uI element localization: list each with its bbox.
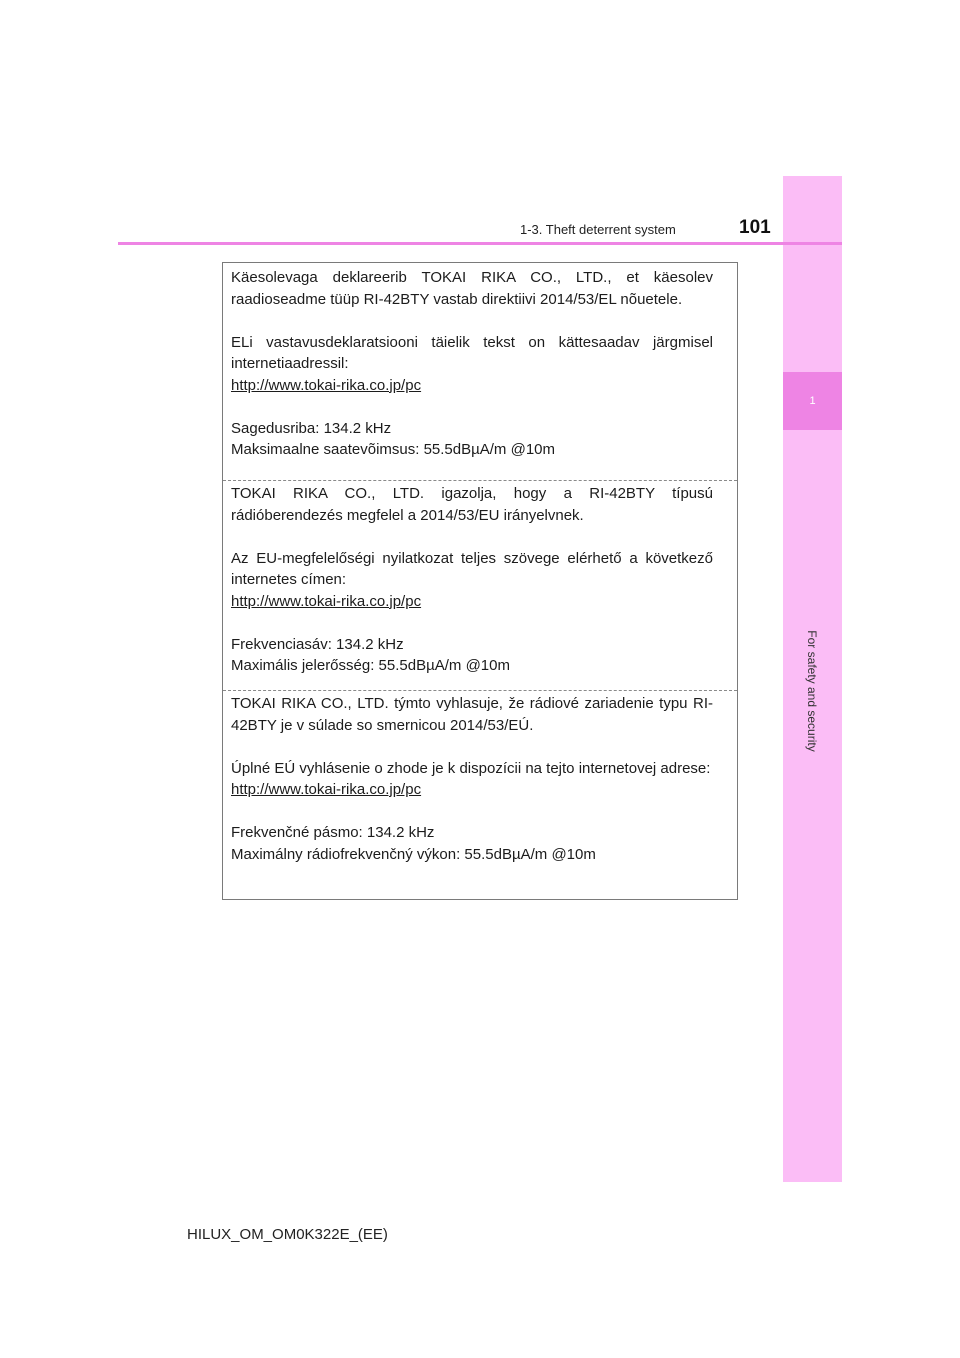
declaration-statement: TOKAI RIKA CO., LTD. igazolja, hogy a RI-42BTY típusú rádióberendezés megfelel a 2014/53/EU irányelvnek. xyxy=(231,485,713,524)
declaration-availability: Úplné EÚ vyhlásenie o zhode je k dispozícii na tejto internetovej adrese: xyxy=(231,759,711,777)
frequency-band: Frekvenčné pásmo: 134.2 kHz xyxy=(231,824,435,841)
chapter-number: 1 xyxy=(809,395,816,407)
chapter-number-block xyxy=(783,372,842,430)
declaration-link[interactable]: http://www.tokai-rika.co.jp/pc xyxy=(231,781,422,798)
declaration-link[interactable]: http://www.tokai-rika.co.jp/pc xyxy=(231,376,422,394)
declaration-statement: Käesolevaga deklareerib TOKAI RIKA CO., LTD., et käesolev raadioseadme tüüp RI-42BTY vastab direktiivi 2014/53/EL nõuetele. xyxy=(231,269,713,308)
declaration-availability: ELi vastavusdeklaratsiooni täielik tekst on kättesaadav järgmisel internetiaadressil: xyxy=(231,333,713,372)
chapter-side-tab xyxy=(783,176,842,1182)
section-title: 1-3. Theft deterrent system xyxy=(520,222,676,237)
frequency-band: Frekvenciasáv: 134.2 kHz xyxy=(231,635,404,653)
declaration-link[interactable]: http://www.tokai-rika.co.jp/pc xyxy=(231,592,422,610)
declaration-box xyxy=(222,262,738,900)
declaration-statement: TOKAI RIKA CO., LTD. týmto vyhlasuje, že rádiové zariadenie typu RI-42BTY je v súlade so smernicou 2014/53/EÚ. xyxy=(231,695,713,734)
declaration-availability: Az EU-megfelelőségi nyilatkozat teljes szövege elérhető a következő internetes címen: xyxy=(231,549,713,588)
declaration-slovak xyxy=(223,690,737,865)
header-rule xyxy=(118,242,842,245)
chapter-label: For safety and security xyxy=(805,630,819,752)
max-power: Maximálny rádiofrekvenčný výkon: 55.5dBµA/m @10m xyxy=(231,845,596,863)
frequency-band: Sagedusriba: 134.2 kHz xyxy=(231,419,392,437)
max-power: Maximális jelerősség: 55.5dBµA/m @10m xyxy=(231,657,510,674)
declaration-estonian xyxy=(223,267,737,461)
max-power: Maksimaalne saatevõimsus: 55.5dBµA/m @10m xyxy=(231,441,556,458)
manual-code: HILUX_OM_OM0K322E_(EE) xyxy=(187,1226,388,1243)
declaration-hungarian xyxy=(223,480,737,677)
page-number: 101 xyxy=(739,217,771,238)
